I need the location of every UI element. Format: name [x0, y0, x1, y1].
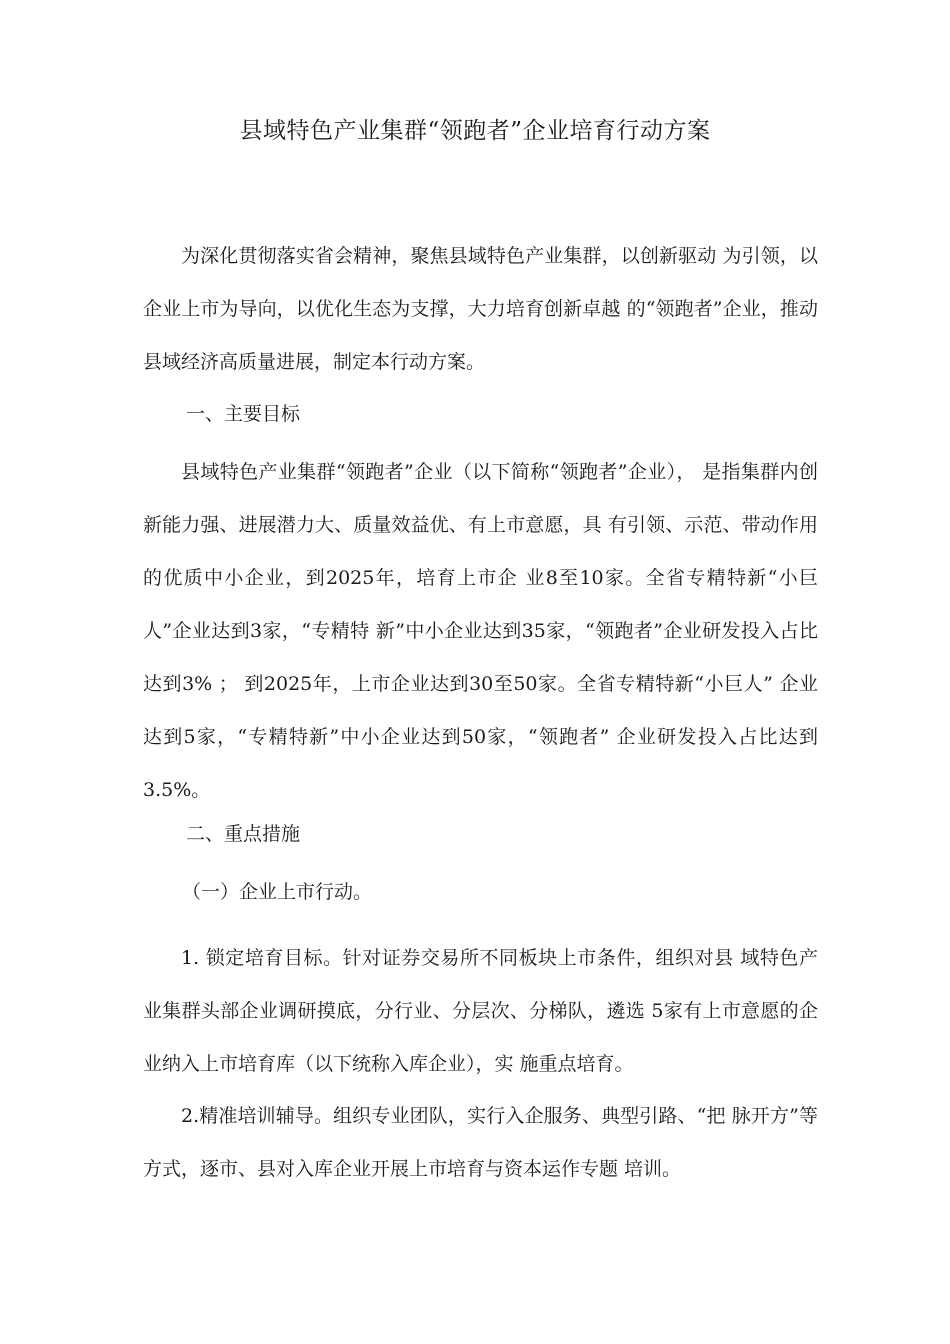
document-title: 县域特色产业集群“领跑者”企业培育行动方案 — [239, 118, 711, 144]
section-heading-measures: 二、重点措施 — [186, 823, 301, 845]
goals-paragraph: 县域特色产业集群“领跑者”企业（以下简称“领跑者”企业）， 是指集群内创新能力强、进展潜力大、质量效益优、有上市意愿，具 有引领、示范、带动作用的优质中小企业，到2025年，培育上市企 业8至10家。全省专精特新“小巨人”企业达到3家，“专精特 新”中小企业达到35家，“领跑者”企业研发投入占比达到3% ； 到2025年，上市企业达到30至50家。全省专精特新“小巨人” 企业达到5家，“专精特新”中小企业达到50家，“领跑者” 企业研发投入占比达到3.5%。 — [143, 461, 818, 801]
measure-item-1: 1. 锁定培育目标。针对证券交易所不同板块上市条件，组织对县 域特色产业集群头部企业调研摸底，分行业、分层次、分梯队，遴选 5家有上市意愿的企业纳入上市培育库（以下统称入库企业），实 施重点培育。 — [143, 947, 818, 1075]
measure-item-2: 2.精准培训辅导。组织专业团队，实行入企服务、典型引路、“把 脉开方”等方式，逐市、县对入库企业开展上市培育与资本运作专题 培训。 — [143, 1105, 818, 1180]
section-heading-goals: 一、主要目标 — [186, 403, 301, 425]
intro-paragraph: 为深化贯彻落实省会精神，聚焦县域特色产业集群，以创新驱动 为引领，以企业上市为导向，以优化生态为支撑，大力培育创新卓越 的“领跑者”企业，推动县域经济高质量进展，制定本行动方案。 — [143, 245, 818, 373]
subsection-heading-listing: （一）企业上市行动。 — [182, 881, 373, 903]
